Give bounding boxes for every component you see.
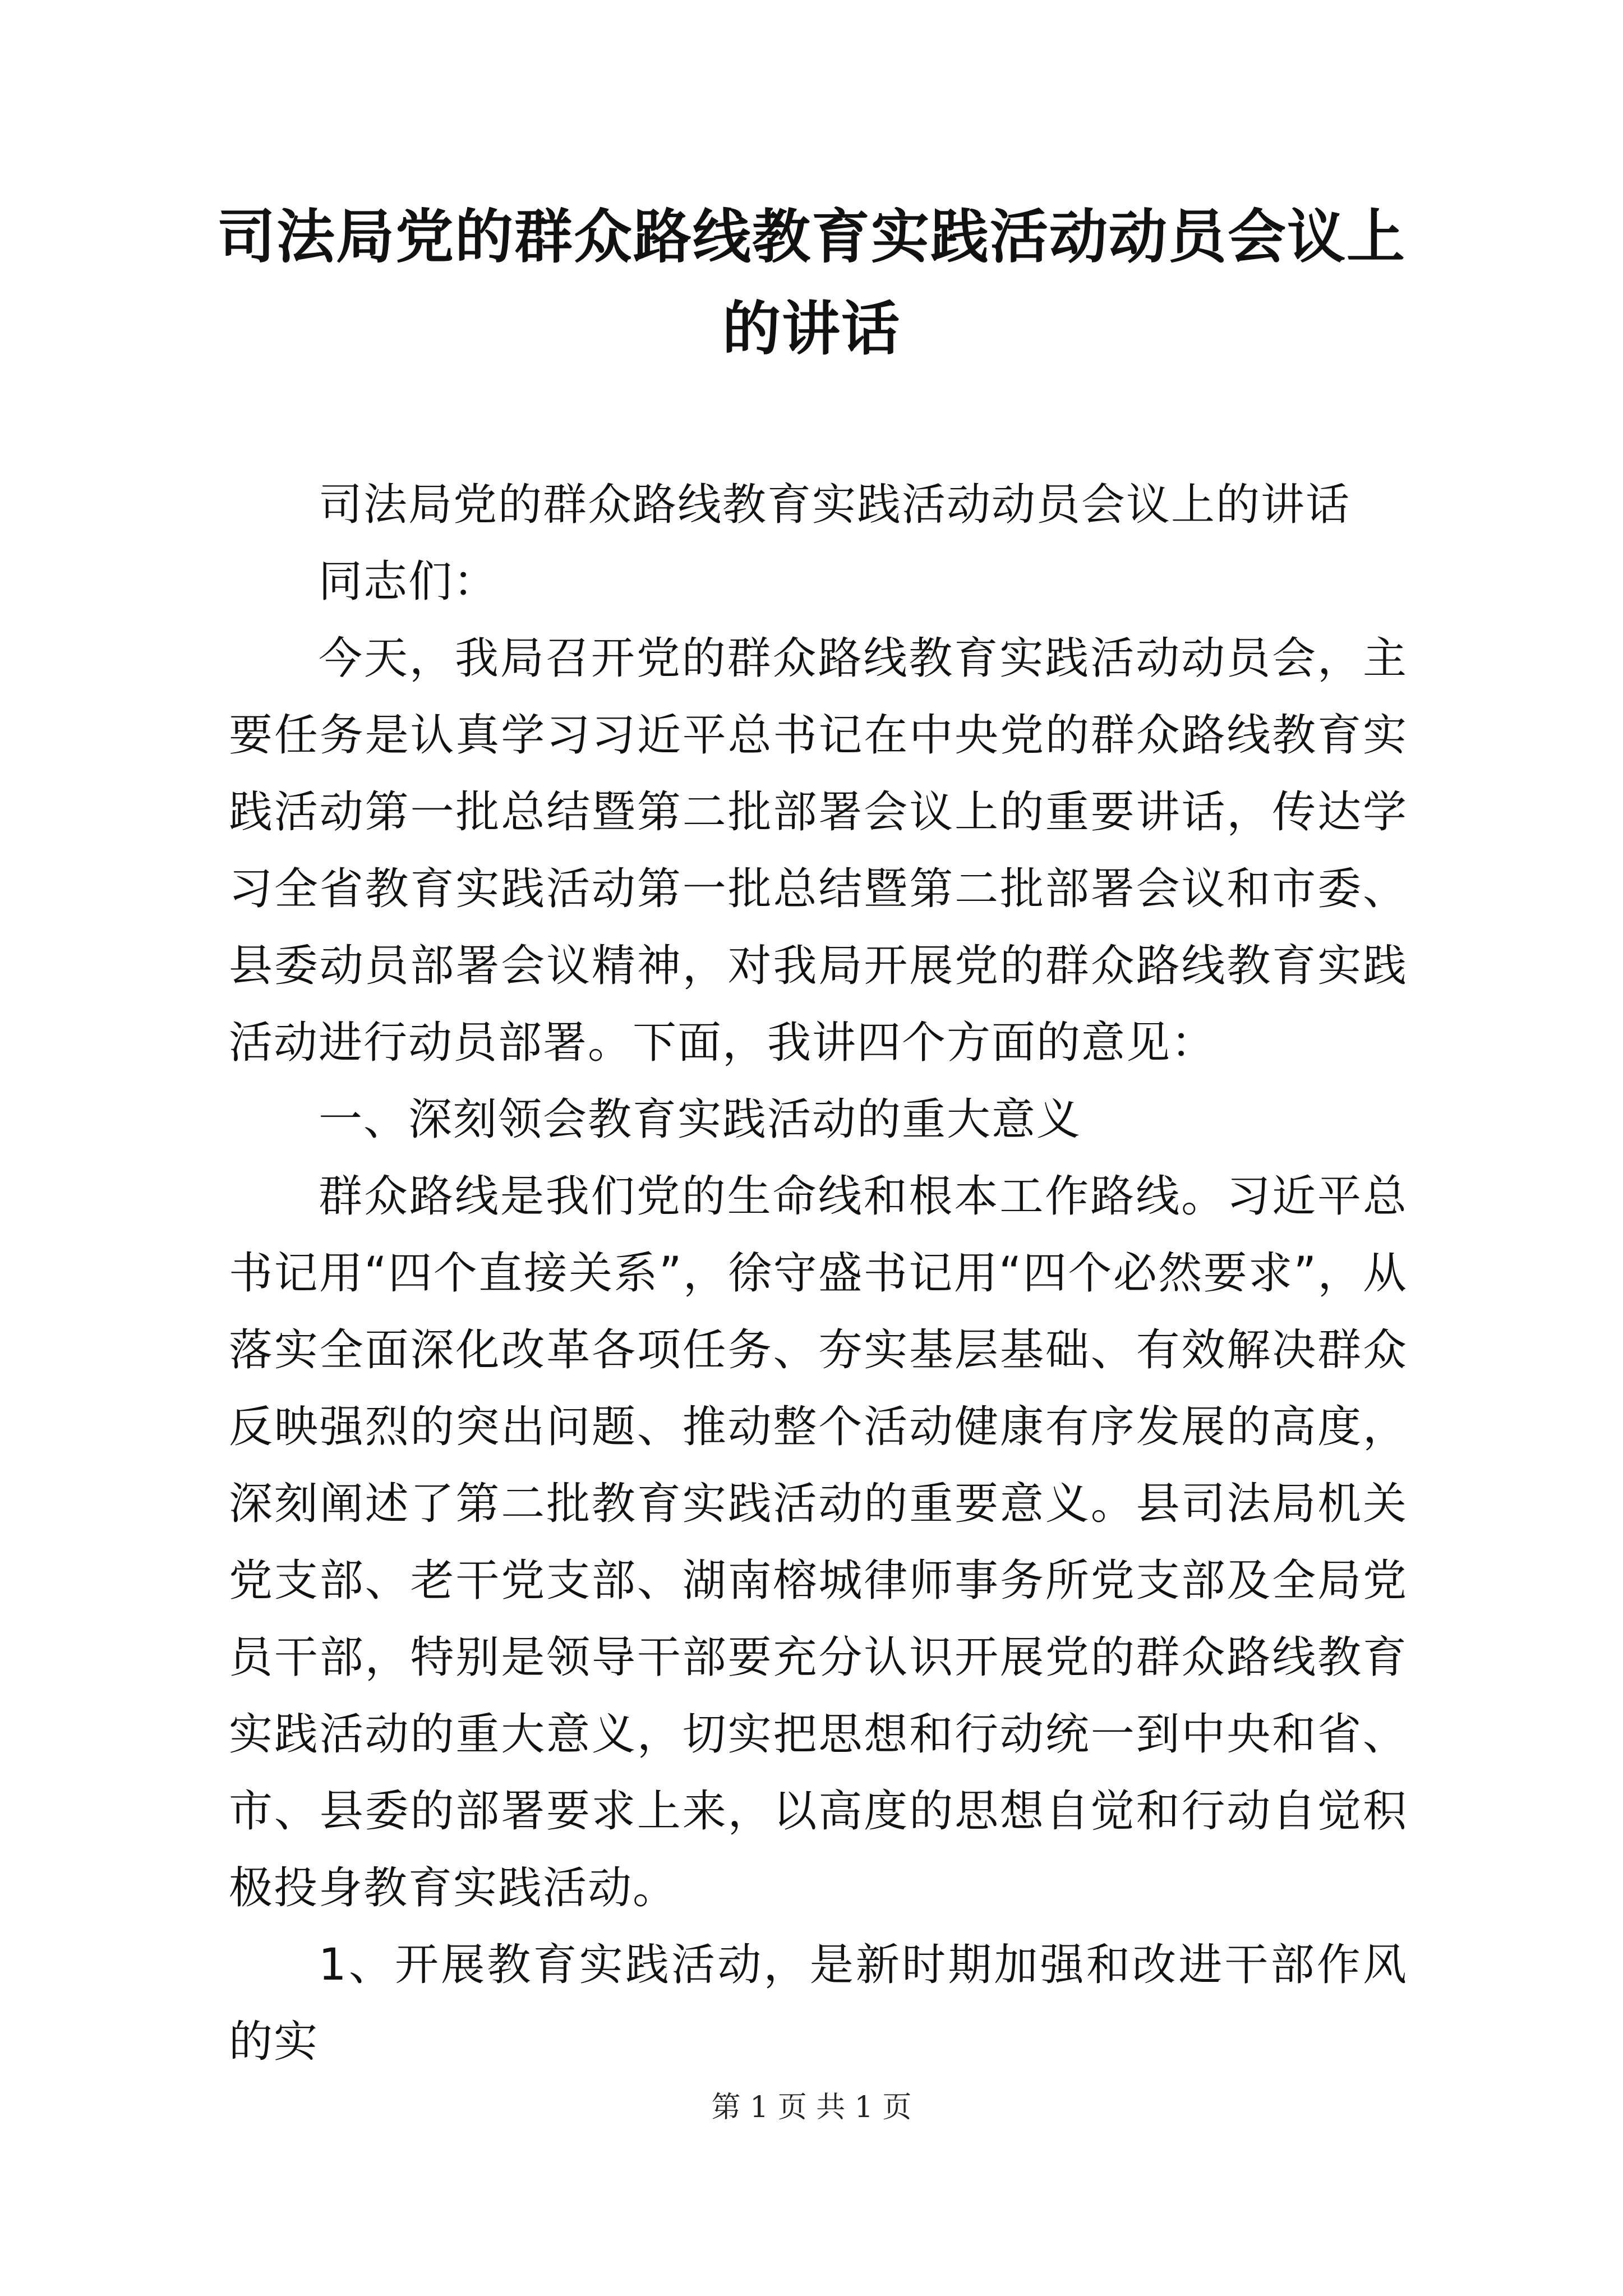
document-title: 司法局党的群众路线教育实践活动动员会议上的讲话 bbox=[216, 202, 1406, 363]
body-paragraph: 今天，我局召开党的群众路线教育实践活动动员会，主要任务是认真学习习近平总书记在中央党的群众路线教育实践活动第一批总结暨第二批部署会议上的重要讲话，传达学习全省教育实践活动第一批总结暨第二批部署会议和市委、县委动员部署会议精神，对我局开展党的群众路线教育实践活动进行动员部署。下面，我讲四个方面的意见： bbox=[229, 633, 1408, 1068]
salutation-paragraph: 同志们： bbox=[319, 556, 499, 607]
section-heading: 一、深刻领会教育实践活动的重大意义 bbox=[319, 1094, 1082, 1145]
document-body bbox=[229, 467, 1408, 2081]
page-footer: 第 1 页 共 1 页 bbox=[711, 2091, 912, 2124]
subtitle-paragraph: 司法局党的群众路线教育实践活动动员会议上的讲话 bbox=[319, 480, 1351, 530]
body-paragraph: 1、开展教育实践活动，是新时期加强和改进干部作风的实 bbox=[229, 1940, 1408, 2067]
body-paragraph: 群众路线是我们党的生命线和根本工作路线。习近平总书记用“四个直接关系”，徐守盛书记用“四个必然要求”，从落实全面深化改革各项任务、夯实基层基础、有效解决群众反映强烈的突出问题、推动整个活动健康有序发展的高度，深刻阐述了第二批教育实践活动的重要意义。县司法局机关党支部、老干党支部、湖南榕城律师事务所党支部及全局党员干部，特别是领导干部要充分认识开展党的群众路线教育实践活动的重大意义，切实把思想和行动统一到中央和省、市、县委的部署要求上来，以高度的思想自觉和行动自觉积极投身教育实践活动。 bbox=[229, 1171, 1408, 1913]
